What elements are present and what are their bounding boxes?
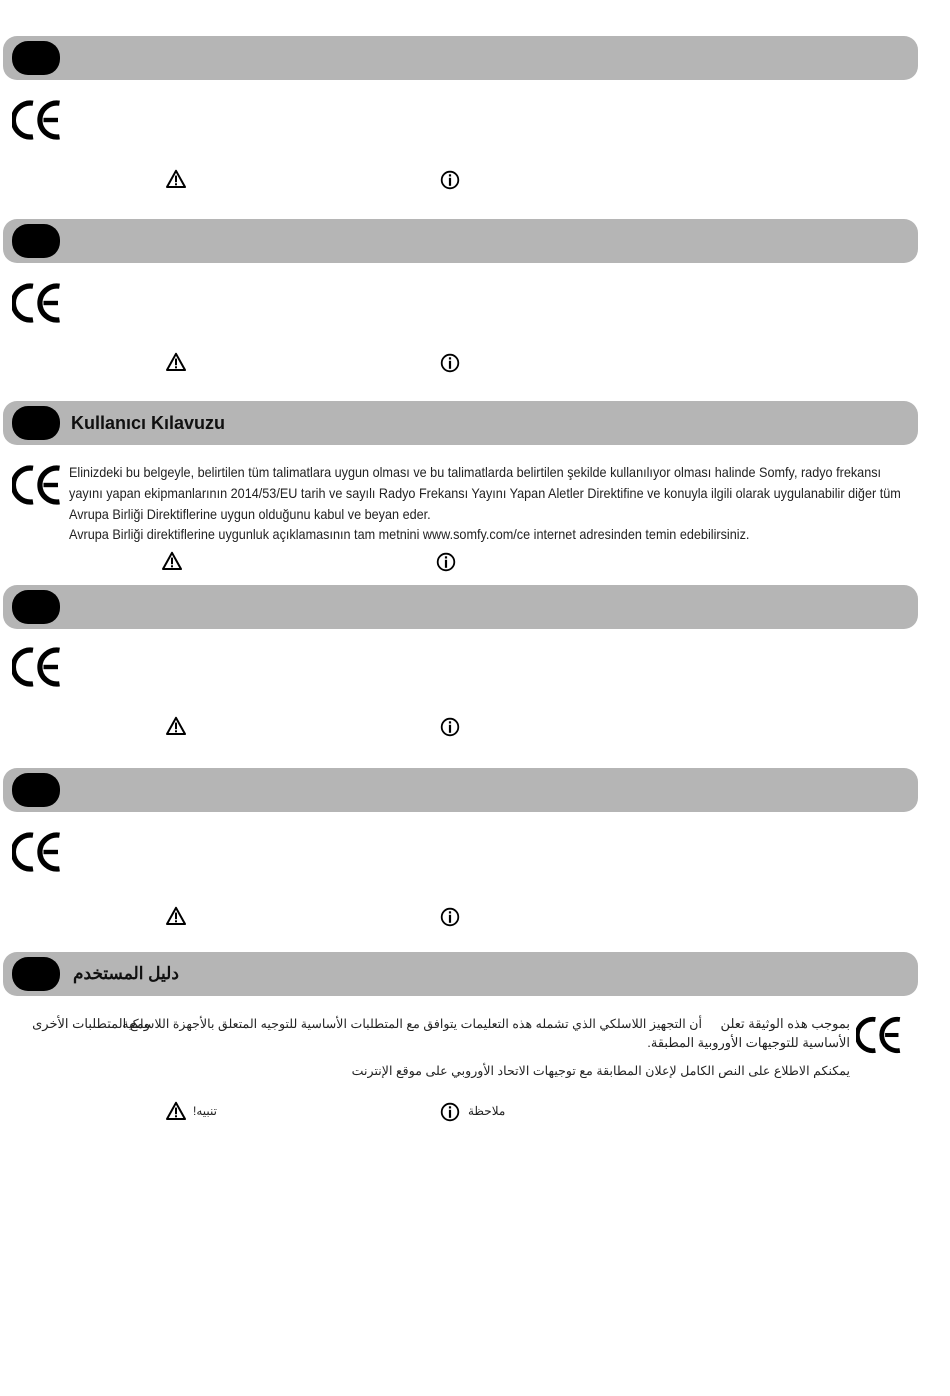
info-circle-icon <box>436 552 456 572</box>
info-circle-icon <box>440 170 460 190</box>
section-header-6 <box>3 952 918 996</box>
ce-mark-icon <box>12 832 64 872</box>
language-badge <box>12 590 60 624</box>
section-header-3 <box>3 401 918 445</box>
ce-mark-icon <box>12 283 64 323</box>
arabic-declaration-middle: أن التجهيز اللاسلكي الذي تشمله هذه التعليمات يتوافق مع المتطلبات الأساسية للتوجيه المتعلق بالأجهزة اللاسلكية <box>122 1017 702 1031</box>
ce-mark-icon <box>856 1016 904 1054</box>
section-title: دليل المستخدم <box>73 964 179 983</box>
warning-triangle-icon <box>166 1101 186 1121</box>
note-label: ملاحظة <box>468 1104 506 1118</box>
warning-triangle-icon <box>166 352 186 372</box>
section-header-5 <box>3 768 918 812</box>
arabic-declaration-line2: الأساسية للتوجيهات الأوروبية المطبقة. <box>647 1035 850 1050</box>
section-header-1 <box>3 36 918 80</box>
ce-mark-icon <box>12 647 64 687</box>
conformity-declaration <box>69 463 915 546</box>
arabic-website-line: يمكنكم الاطلاع على النص الكامل لإعلان المطابقة مع توجيهات الاتحاد الأوروبي على موقع الإنترنت <box>351 1064 850 1078</box>
info-circle-icon <box>440 907 460 927</box>
section-header-2 <box>3 219 918 263</box>
section-header-4 <box>3 585 918 629</box>
declaration-website: Avrupa Birliği direktiflerine uygunluk açıklamasının tam metnini www.somfy.com/ce internet adresinden temin edebilirsiniz. <box>69 527 750 543</box>
warning-triangle-icon <box>166 906 186 926</box>
ce-mark-icon <box>12 465 64 505</box>
warning-label: تنبيه! <box>193 1104 217 1118</box>
language-badge <box>12 957 60 991</box>
section-title: Kullanıcı Kılavuzu <box>71 413 226 433</box>
arabic-declaration-start: بموجب هذه الوثيقة تعلن <box>720 1016 850 1031</box>
warning-triangle-icon <box>166 169 186 189</box>
declaration-paragraph: Elinizdeki bu belgeyle, belirtilen tüm talimatlara uygun olması ve bu talimatlarda belirtilen şekilde kullanılıyor olması halinde Somfy, radyo frekansı yayını yapan ekipmanlarının 2014/53/EU tarih ve sayılı Radyo Frekansı Yayını Yapan Aletler Direktifine ve konuyla ilgili olarak uygulanabilir diğer tüm Avrupa Birliği Direktiflerine uygun olduğunu kabul ve beyan eder. <box>69 465 901 522</box>
warning-triangle-icon <box>166 716 186 736</box>
language-badge <box>12 773 60 807</box>
ce-mark-icon <box>12 100 64 140</box>
language-badge <box>12 224 60 258</box>
info-circle-icon <box>440 1102 460 1122</box>
language-badge <box>12 41 60 75</box>
arabic-declaration-end: ومع المتطلبات الأخرى <box>32 1016 150 1031</box>
warning-triangle-icon <box>162 551 182 571</box>
info-circle-icon <box>440 717 460 737</box>
language-badge <box>12 406 60 440</box>
info-circle-icon <box>440 353 460 373</box>
